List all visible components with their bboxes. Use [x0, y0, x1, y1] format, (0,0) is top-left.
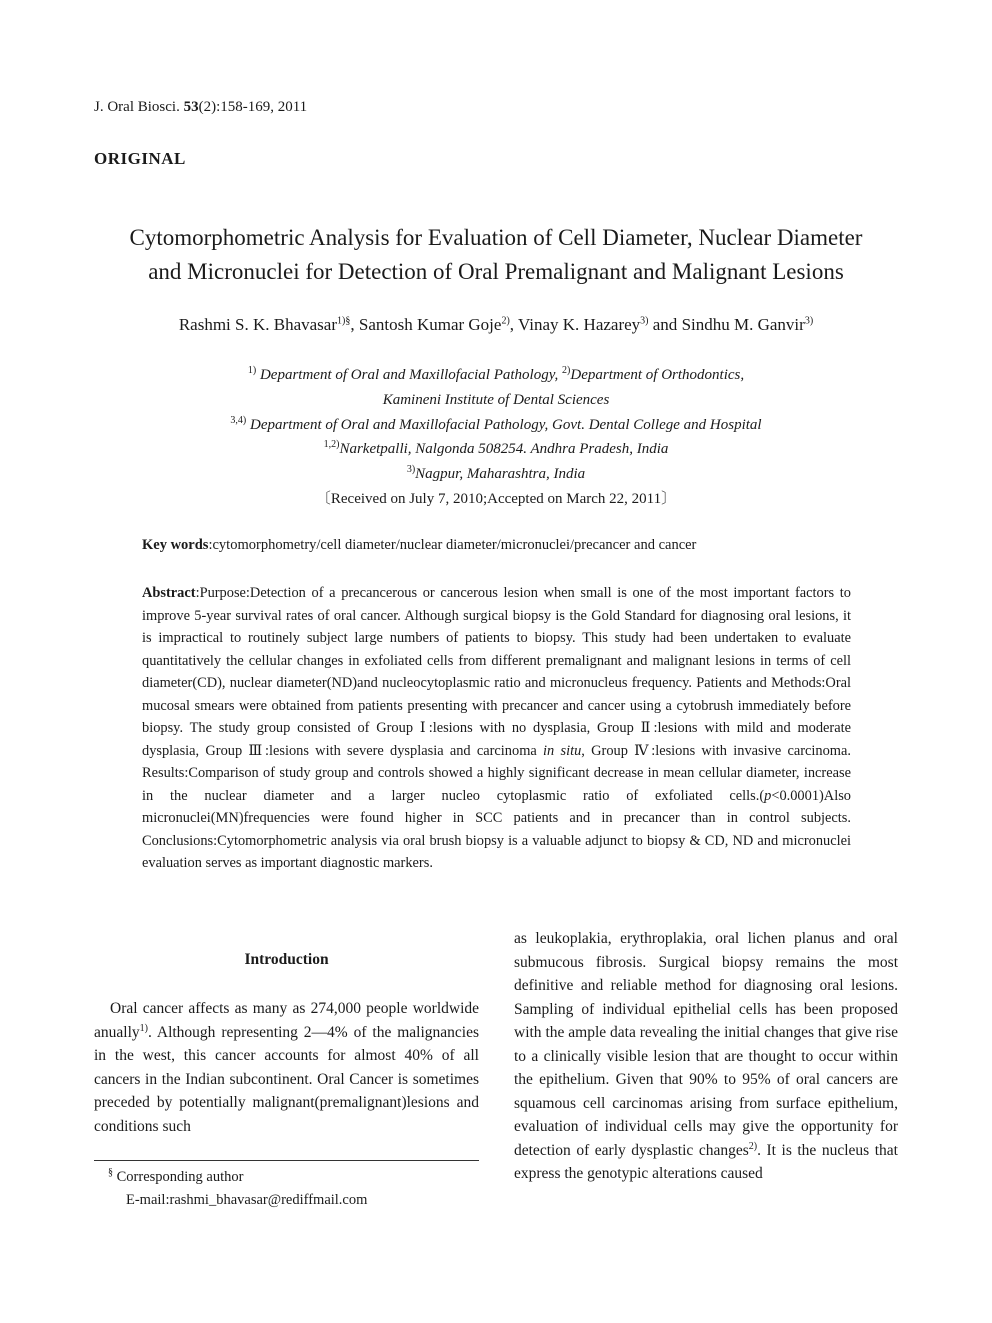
citation-mark: 2) [748, 1140, 758, 1152]
author-separator: , [350, 315, 359, 334]
footnote-email-line [108, 1189, 367, 1212]
affil-mark: 3,4) [230, 414, 247, 426]
keywords-text: cytomorphometry/cell diameter/nuclear diameter/micronuclei/precancer and cancer [212, 537, 697, 553]
footnote-corresponding [108, 1166, 367, 1189]
affil-text: Narketpalli, Nalgonda 508254. Andhra Pradesh, India [339, 441, 669, 458]
journal-volume: 53 [183, 99, 199, 115]
journal-issue-pages: (2):158‑169, 2011 [198, 99, 308, 115]
email-label: E‑mail: [126, 1192, 170, 1208]
abstract-text: <0.0001)Also micronuclei(MN)frequencies were found higher in SCC patients and in precancer than in control subjects. Conclusions:Cytomorphometric analysis via oral brush biopsy is a valuable adjunct to biopsy & CD, ND and micronuclei evaluation serves as important diagnostic markers. [142, 787, 851, 871]
journal-reference [94, 99, 307, 116]
affil-mark: 1,2) [323, 439, 340, 451]
affiliations [60, 363, 932, 512]
abstract-italic: in situ [543, 742, 582, 759]
abstract-separator: : [195, 585, 200, 601]
received-dates: 〔Received on July 7, 2010;Accepted on March 22, 2011〕 [315, 490, 677, 507]
author-affil-mark: 3) [640, 315, 649, 327]
body-text: as leukoplakia, erythroplakia, oral lichen planus and oral submucous fibrosis. Surgical biopsy remains the most definitive and reliable method for diagnosing oral lesions. Sampling of individual epithelial cells has been proposed with the ample data revealing the initial changes that give rise to a clinically visible lesion that are thought to occur within the epithelium. Given that 90% to 95% of oral cancers are squamous cell carcinomas arising from surface epithelium, evaluation of individual cells may give the opportunity for detection of early dysplastic changes [514, 930, 898, 1159]
affil-mark: 3) [406, 464, 416, 476]
keywords [142, 537, 862, 554]
affiliation-line [60, 437, 932, 462]
keywords-separator: : [208, 537, 213, 553]
author-affil-mark: 1)§ [337, 315, 351, 327]
author-name: Rashmi S. K. Bhavasar [178, 315, 338, 334]
affil-mark: 1) [247, 365, 257, 376]
author-list [60, 312, 932, 338]
footnote [108, 1166, 367, 1212]
abstract-text: Purpose:Detection of a precancerous or cancerous lesion when small is one of the most important factors to improve 5‑year survival rates of oral cancer. Although surgical biopsy is the Gold Standard for diagnosing oral lesions, it is impractical to routinely subject large numbers of patients to biopsy. This study had been undertaken to evaluate quantitatively the cellular changes in exfoliated cells from different premalignant and malignant lesions in terms of cell diameter(CD), nuclear diameter(ND)and nucleocytoplasmic ratio and micronucleus frequency. Patients and Methods:Oral mucosal smears were obtained from patients presenting with precancer and cancer using a cytobrush immediately before biopsy. The study group consisted of Group Ⅰ:lesions with no dysplasia, Group Ⅱ:lesions with mild and moderate dysplasia, Group Ⅲ:lesions with severe dysplasia and carcinoma [142, 585, 851, 759]
affil-text: Department of Oral and Maxillofacial Pathology, [259, 367, 559, 383]
affiliation-line [60, 413, 932, 438]
affil-text: Department of Oral and Maxillofacial Pathology, Govt. Dental College and Hospital [249, 416, 762, 433]
keywords-label: Key words [142, 537, 209, 553]
body-column-right [514, 927, 898, 1186]
affil-mark: 2) [562, 365, 571, 376]
p-value-symbol: p [764, 787, 772, 804]
affiliation-line [60, 363, 932, 388]
author-separator: and [648, 315, 682, 334]
article-type: ORIGINAL [94, 149, 186, 168]
author-affil-mark: 2) [501, 315, 510, 327]
email-address: rashmi_bhavasar@rediffmail.com [169, 1192, 368, 1208]
abstract [142, 582, 851, 875]
paper-title [60, 221, 932, 289]
author-separator: , [509, 315, 518, 334]
footnote-divider [94, 1160, 479, 1161]
title-line-1: Cytomorphometric Analysis for Evaluation of Cell Diameter, Nuclear Diameter [129, 225, 863, 250]
author-affil-mark: 3) [804, 315, 814, 327]
affiliation-line [60, 462, 932, 487]
author-name: Sindhu M. Ganvir [681, 315, 805, 334]
abstract-text: , Group Ⅳ:lesions with invasive carcinoma. Results:Comparison of study group and controls showed a highly significant decrease in mean cellular diameter, increase in the nuclear diameter and a larger nucleo cytoplasmic ratio of exfoliated cells.( [142, 742, 851, 804]
body-text: . It is the nucleus that express the genotypic alterations caused [514, 1141, 898, 1182]
abstract-label: Abstract [142, 585, 196, 601]
section-heading-introduction: Introduction [244, 951, 329, 968]
body-text: . Although representing 2—4% of the malignancies in the west, this cancer accounts for almost 40% of all cancers in the Indian subcontinent. Oral Cancer is sometimes preceded by potentially malignant(premalignant)lesions and conditions such [94, 1023, 479, 1135]
journal-ref-prefix: J. Oral Biosci. [94, 99, 180, 115]
footnote-mark: § [108, 1167, 113, 1179]
author-name: Santosh Kumar Goje [358, 315, 502, 334]
body-paragraph [514, 927, 898, 1186]
affil-text: Nagpur, Maharashtra, India [415, 466, 586, 483]
body-column-left [94, 997, 479, 1138]
affil-text: Department of Orthodontics, [570, 367, 745, 383]
affiliation-line: Kamineni Institute of Dental Sciences [382, 391, 610, 408]
citation-mark: 1) [139, 1022, 148, 1034]
body-paragraph [94, 997, 479, 1138]
body-text: Oral cancer affects as many as 274,000 people worldwide anually [94, 1000, 479, 1041]
footnote-label: Corresponding author [116, 1169, 244, 1185]
author-name: Vinay K. Hazarey [518, 315, 641, 334]
title-line-2: and Micronuclei for Detection of Oral Premalignant and Malignant Lesions [148, 259, 844, 284]
